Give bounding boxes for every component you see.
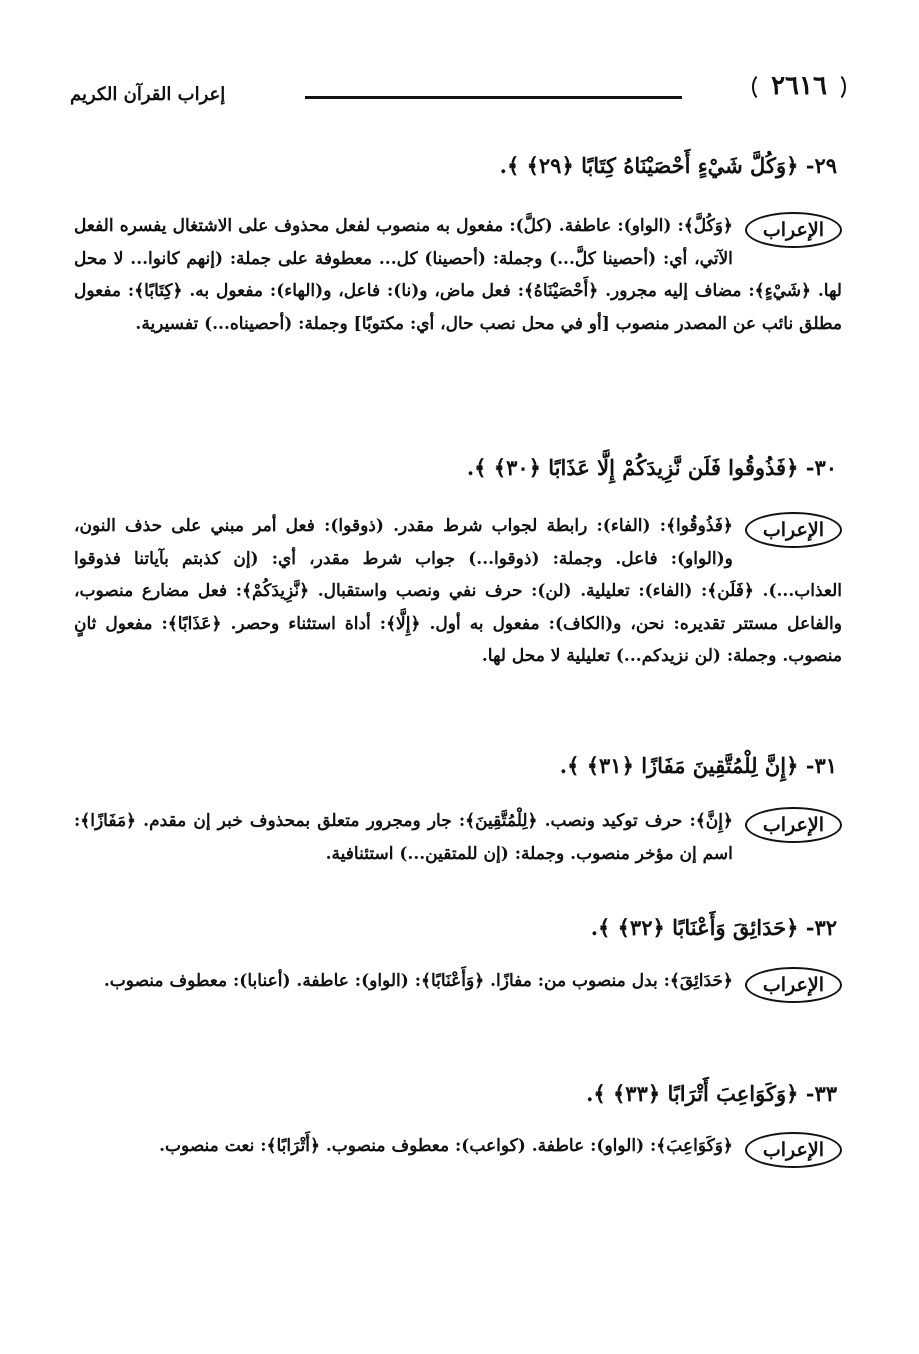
- analysis-text: ﴿حَدَائِقَ﴾: بدل منصوب من: مفازًا. ﴿وَأَعْنَابًا﴾: (الواو): عاطفة. (أعنابا): معطوف منصوب.: [103, 971, 733, 991]
- verse-29: ٢٩- ﴿وَكُلَّ شَيْءٍ أَحْصَيْنَاهُ كِتَابًا ﴿٢٩﴾ ﴾.: [499, 153, 837, 178]
- irab-label: الإعراب: [745, 807, 842, 843]
- analysis-31: [74, 805, 842, 870]
- analysis-text: ﴿وَكَوَاعِبَ﴾: (الواو): عاطفة. (كواعب): معطوف منصوب. ﴿أَتْرَابًا﴾: نعت منصوب.: [159, 1136, 733, 1156]
- verse-30: ٣٠- ﴿فَذُوقُوا فَلَن نَّزِيدَكُمْ إِلَّا عَذَابًا ﴿٣٠﴾ ﴾.: [466, 455, 837, 480]
- analysis-text: ﴿إِنَّ﴾: حرف توكيد ونصب. ﴿لِلْمُتَّقِينَ﴾: جار ومجرور متعلق بمحذوف خبر إن مقدم. ﴿مَفَازًا﴾: اسم إن مؤخر منصوب. وجملة: (إن للمتقين...) استئنافية.: [74, 811, 733, 864]
- analysis-33: [74, 1130, 842, 1168]
- irab-label: الإعراب: [745, 967, 842, 1003]
- verse-32: ٣٢- ﴿حَدَائِقَ وَأَعْنَابًا ﴿٣٢﴾ ﴾.: [590, 915, 837, 940]
- analysis-32: [74, 965, 842, 1003]
- irab-label: الإعراب: [745, 212, 842, 248]
- irab-label: الإعراب: [745, 1132, 842, 1168]
- header-rule: [305, 96, 682, 99]
- book-title: إعراب القرآن الكريم: [70, 84, 226, 105]
- analysis-text: ﴿فَذُوقُوا﴾: (الفاء): رابطة لجواب شرط مقدر. (ذوقوا): فعل أمر مبني على حذف النون، و(الواو): فاعل. وجملة: (ذوقوا...) جواب شرط مقدر، أي: (إن كذبتم بآياتنا فذوقوا العذاب...). ﴿فَلَن﴾: (الفاء): تعليلية. (لن): حرف نفي ونصب واستقبال. ﴿نَّزِيدَكُمْ﴾: فعل مضارع منصوب، والفاعل مستتر تقديره: نحن، و(الكاف): مفعول به أول. ﴿إِلَّا﴾: أداة استثناء وحصر. ﴿عَذَابًا﴾: مفعول ثانٍ منصوب. وجملة: (لن نزيدكم...) تعليلية لا محل لها.: [74, 516, 842, 666]
- analysis-30: [74, 510, 842, 673]
- verse-33: ٣٣- ﴿وَكَوَاعِبَ أَتْرَابًا ﴿٣٣﴾ ﴾.: [586, 1081, 837, 1106]
- page-number: ٢٦١٦: [758, 68, 840, 104]
- analysis-29: [74, 210, 842, 340]
- irab-label: الإعراب: [745, 512, 842, 548]
- analysis-text: ﴿وَكُلَّ﴾: (الواو): عاطفة. (كلَّ): مفعول به منصوب لفعل محذوف على الاشتغال يفسره الفعل الآتي، أي: (أحصينا كلَّ...) وجملة: (أحصينا) كل... معطوفة على جملة: (إنهم كانوا... لا محل لها. ﴿شَيْءٍ﴾: مضاف إليه مجرور. ﴿أَحْصَيْنَاهُ﴾: فعل ماض، و(نا): فاعل، و(الهاء): مفعول به. ﴿كِتَابًا﴾: مفعول مطلق نائب عن المصدر منصوب [أو في محل نصب حال، أي: مكتوبًا] وجملة: (أحصيناه...) تفسيرية.: [74, 216, 842, 334]
- page-header: [60, 60, 840, 110]
- verse-31: ٣١- ﴿إِنَّ لِلْمُتَّقِينَ مَفَازًا ﴿٣١﴾ ﴾.: [559, 753, 837, 778]
